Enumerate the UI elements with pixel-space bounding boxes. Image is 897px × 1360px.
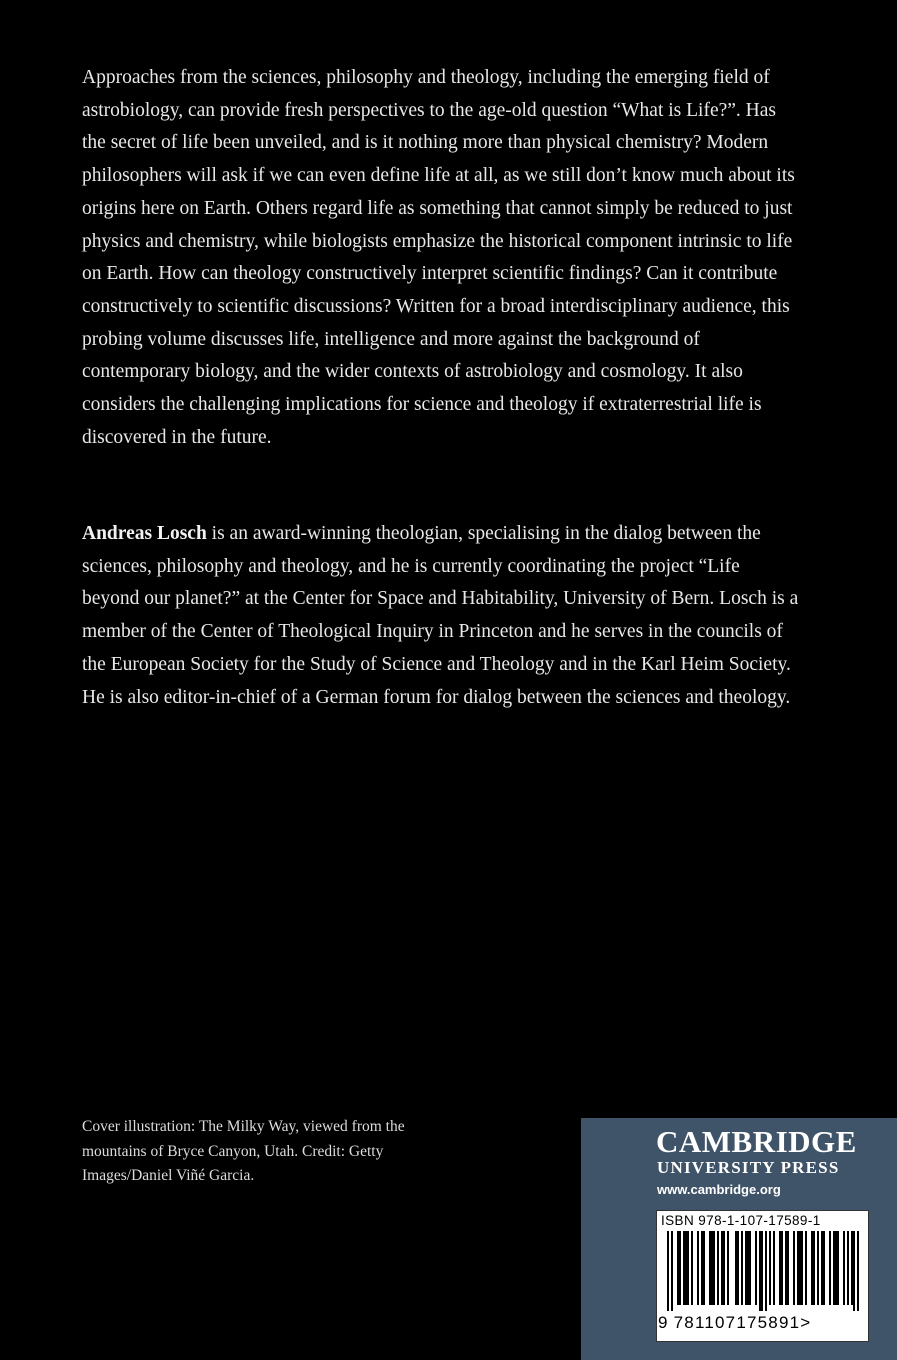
barcode-bar — [765, 1231, 767, 1311]
barcode-bar — [683, 1231, 685, 1305]
isbn-digits-row — [658, 1313, 811, 1333]
author-bio-text: is an award-winning theologian, specialising in the dialog between the sciences, philosophy and theology, and he is currently coordinating the project “Life beyond our planet?” at the Center for Space and Habitability, University of Bern. Losch is a member of the Center of Theological Inquiry in Princeton and he serves in the councils of the European Society for the Study of Science and Theology and in the Karl Heim Society. He is also editor-in-chief of a German forum for dialog between the sciences and theology. — [82, 523, 799, 708]
barcode-bar — [685, 1231, 687, 1305]
barcode-bar — [713, 1231, 715, 1305]
barcode-bar — [697, 1231, 699, 1305]
barcode-bar — [745, 1231, 747, 1305]
barcode-bar — [723, 1231, 725, 1305]
isbn-arrow: > — [800, 1313, 812, 1332]
isbn-barcode-box — [656, 1210, 869, 1342]
barcode-bar — [779, 1231, 781, 1305]
barcode-bar — [817, 1231, 819, 1305]
barcode-bar — [813, 1231, 815, 1305]
barcode-bar — [833, 1231, 835, 1305]
barcode-bar — [847, 1231, 849, 1305]
barcode-bar — [787, 1231, 789, 1305]
barcode-bar — [703, 1231, 705, 1305]
barcode-bar — [769, 1231, 771, 1305]
barcode-bar — [709, 1231, 711, 1305]
barcode-bar — [773, 1231, 775, 1305]
barcode-bar — [761, 1231, 763, 1311]
barcode-bar — [851, 1231, 853, 1305]
barcode-bar — [677, 1231, 679, 1305]
author-name: Andreas Losch — [82, 523, 207, 544]
barcode-bar — [793, 1231, 795, 1305]
barcode-bar — [853, 1231, 855, 1311]
barcode-bar — [823, 1231, 825, 1305]
barcode-icon — [667, 1231, 859, 1311]
barcode-bar — [835, 1231, 837, 1305]
barcode-bar — [721, 1231, 723, 1305]
barcode-bar — [801, 1231, 803, 1305]
barcode-bar — [811, 1231, 813, 1305]
barcode-bar — [829, 1231, 831, 1305]
author-bio — [82, 518, 802, 714]
barcode-bar — [735, 1231, 737, 1305]
publisher-panel — [581, 1118, 897, 1360]
barcode-bar — [679, 1231, 681, 1305]
barcode-bar — [785, 1231, 787, 1305]
publisher-logo-name: CAMBRIDGE — [656, 1124, 857, 1159]
barcode-bar — [837, 1231, 839, 1305]
barcode-bar — [755, 1231, 757, 1305]
barcode-bar — [799, 1231, 801, 1305]
isbn-first-digit: 9 — [658, 1313, 669, 1332]
barcode-bar — [843, 1231, 845, 1305]
barcode-bar — [749, 1231, 751, 1305]
isbn-digits: 781107175891 — [673, 1313, 801, 1332]
back-cover-blurb: Approaches from the sciences, philosophy and theology, including the emerging field of astrobiology, can provide fresh perspectives to the age-old question “What is Life?”. Has the secret of life been unveiled, and is it nothing more than physical chemistry? Modern philosophers will ask if we can even define life at all, as we still don’t know much about its origins here on Earth. Others regard life as something that cannot simply be reduced to just physics and chemistry, while biologists emphasize the historical component intrinsic to life on Earth. How can theology constructively interpret scientific findings? Can it contribute constructively to scientific discussions? Written for a broad interdisciplinary audience, this probing volume discusses life, intelligence and more against the background of contemporary biology, and the wider contexts of astrobiology and cosmology. It also considers the challenging implications for science and theology if extraterrestrial life is discovered in the future. — [82, 67, 795, 448]
barcode-bar — [797, 1231, 799, 1305]
barcode-bar — [857, 1231, 859, 1311]
barcode-bar — [711, 1231, 713, 1305]
barcode-bar — [701, 1231, 703, 1305]
barcode-bar — [737, 1231, 739, 1305]
barcode-bar — [747, 1231, 749, 1305]
cover-credit: Cover illustration: The Milky Way, viewed from the mountains of Bryce Canyon, Utah. Credit: Getty Images/Daniel Viñé Garcia. — [82, 1118, 405, 1184]
barcode-bar — [781, 1231, 783, 1305]
barcode-bar — [717, 1231, 719, 1305]
isbn-label: ISBN 978-1-107-17589-1 — [661, 1213, 821, 1228]
barcode-bar — [759, 1231, 761, 1311]
barcode-bar — [821, 1231, 823, 1305]
barcode-bar — [741, 1231, 743, 1305]
barcode-bar — [687, 1231, 689, 1305]
barcode-bar — [671, 1231, 673, 1311]
publisher-website: www.cambridge.org — [657, 1182, 781, 1197]
barcode-bar — [727, 1231, 729, 1305]
barcode-bar — [667, 1231, 669, 1311]
barcode-bar — [805, 1231, 807, 1305]
publisher-logo-subtitle: UNIVERSITY PRESS — [657, 1158, 840, 1177]
barcode-bar — [691, 1231, 693, 1305]
